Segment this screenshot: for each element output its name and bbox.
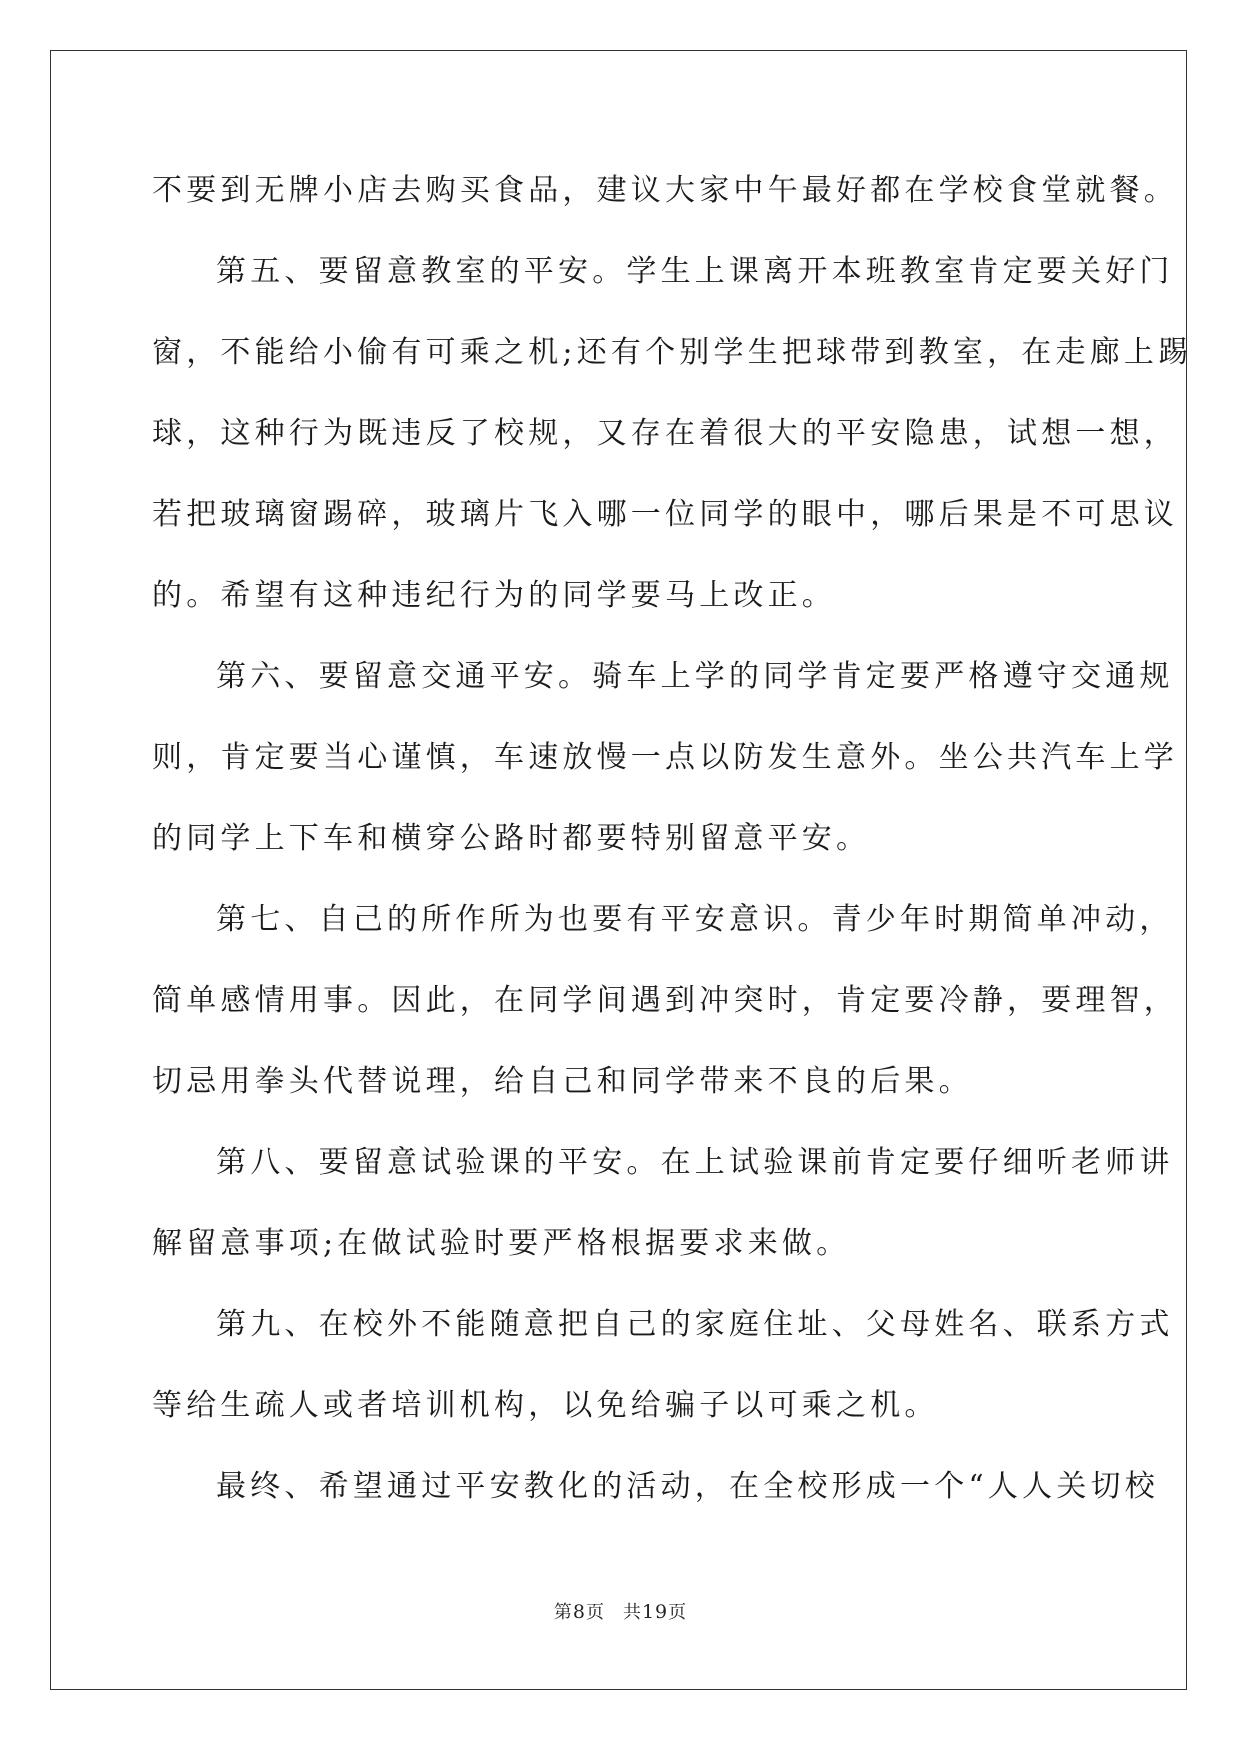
text-line: 第七、自己的所作所为也要有平安意识。青少年时期简单冲动， (216, 902, 1174, 937)
text-line: 最终、希望通过平安教化的活动，在全校形成一个“人人关切校 (216, 1469, 1159, 1504)
document-body (152, 150, 1193, 1527)
text-line: 第九、在校外不能随意把自己的家庭住址、父母姓名、联系方式 (216, 1307, 1174, 1342)
total-suffix: 页 (668, 1602, 688, 1623)
text-line: 窗，不能给小偷有可乘之机;还有个别学生把球带到教室，在走廊上踢 (152, 335, 1193, 370)
total-pages: 19 (641, 1601, 669, 1623)
text-line: 的。希望有这种违纪行为的同学要马上改正。 (152, 578, 836, 613)
page-number: 8 (572, 1601, 586, 1623)
text-line: 等给生疏人或者培训机构，以免给骗子以可乘之机。 (152, 1388, 939, 1423)
total-prefix: 共 (622, 1602, 642, 1623)
text-line: 第八、要留意试验课的平安。在上试验课前肯定要仔细听老师讲 (216, 1145, 1174, 1180)
text-line: 不要到无牌小店去购买食品，建议大家中午最好都在学校食堂就餐。 (152, 173, 1178, 208)
text-line: 则，肯定要当心谨慎，车速放慢一点以防发生意外。坐公共汽车上学 (152, 740, 1178, 775)
text-line: 球，这种行为既违反了校规，又存在着很大的平安隐患，试想一想， (152, 416, 1178, 451)
page-footer (0, 1598, 1241, 1624)
page-prefix: 第 (553, 1602, 573, 1623)
text-line: 切忌用拳头代替说理，给自己和同学带来不良的后果。 (152, 1064, 973, 1099)
text-line: 解留意事项;在做试验时要严格根据要求来做。 (152, 1226, 851, 1261)
text-line: 若把玻璃窗踢碎，玻璃片飞入哪一位同学的眼中，哪后果是不可思议 (152, 497, 1178, 532)
text-line: 第五、要留意教室的平安。学生上课离开本班教室肯定要关好门 (216, 254, 1174, 289)
text-line: 第六、要留意交通平安。骑车上学的同学肯定要严格遵守交通规 (216, 659, 1174, 694)
text-line: 简单感情用事。因此，在同学间遇到冲突时，肯定要冷静，要理智， (152, 983, 1178, 1018)
page-suffix: 页 (585, 1602, 605, 1623)
text-line: 的同学上下车和横穿公路时都要特别留意平安。 (152, 821, 871, 856)
